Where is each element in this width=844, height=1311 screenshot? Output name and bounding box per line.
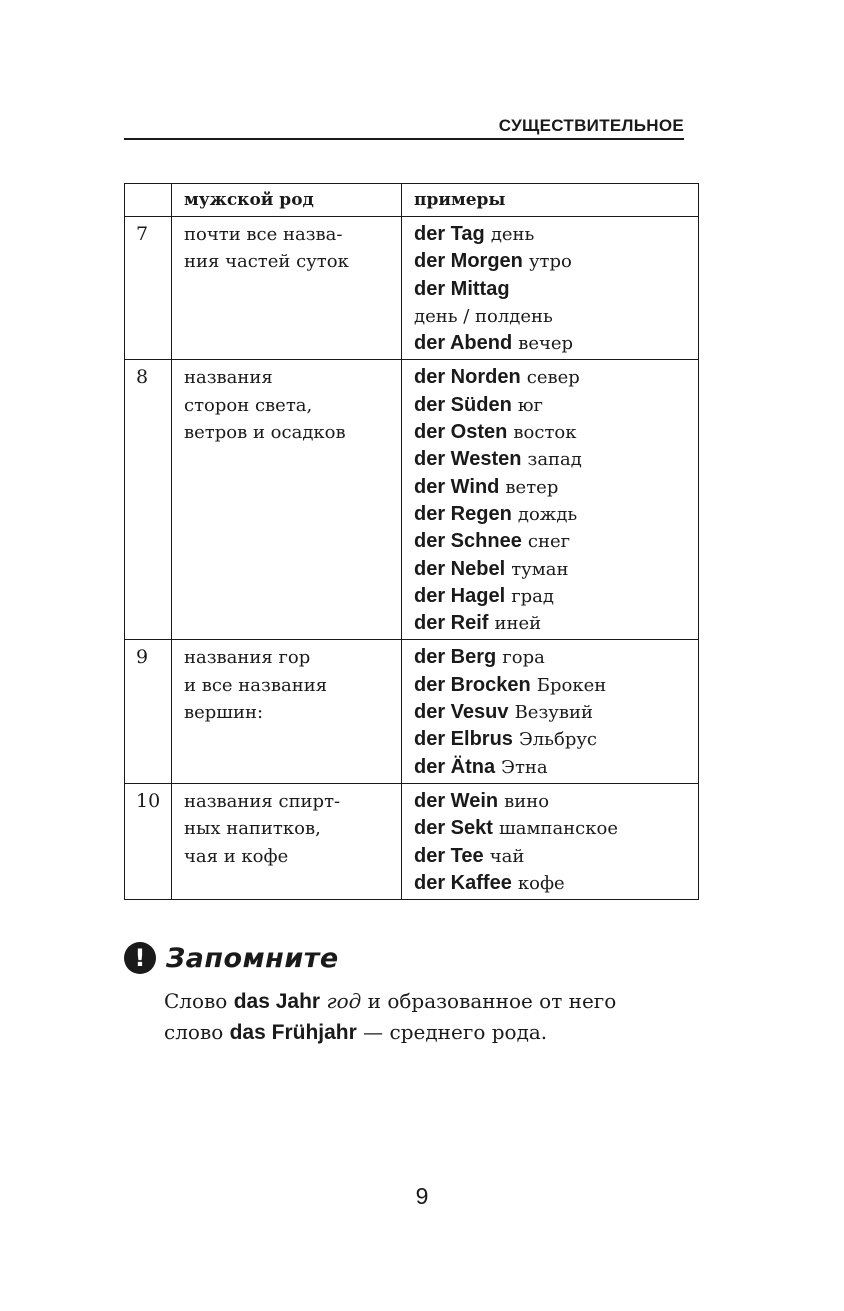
russian-translation: вечер xyxy=(518,333,574,355)
row-description xyxy=(172,783,402,899)
row-examples xyxy=(402,640,699,783)
example-line xyxy=(414,501,698,528)
german-word: der Nebel xyxy=(414,557,506,580)
german-word: der Elbrus xyxy=(414,728,513,751)
table-row xyxy=(125,783,699,899)
description-line: названия гор xyxy=(184,647,311,669)
example-line xyxy=(414,583,698,610)
example-line xyxy=(414,870,698,897)
german-word: der Vesuv xyxy=(414,701,509,724)
german-word: der Wind xyxy=(414,475,500,498)
remember-line-2: слово das Frühjahr — среднего рода. xyxy=(164,1020,548,1044)
description-line: сторон света, xyxy=(184,394,313,416)
example-line xyxy=(414,474,698,501)
description-line: ных напитков, xyxy=(184,818,321,840)
german-word: der Reif xyxy=(414,612,489,635)
exclamation-icon: ! xyxy=(124,942,156,974)
russian-translation: день xyxy=(490,224,535,245)
header-number xyxy=(125,184,172,217)
example-line xyxy=(414,248,698,275)
german-word: der Schnee xyxy=(414,530,522,553)
russian-translation: восток xyxy=(513,422,577,444)
russian-translation: снег xyxy=(527,531,571,553)
example-line xyxy=(414,276,698,303)
russian-translation: шампанское xyxy=(498,818,618,840)
example-line xyxy=(414,330,698,357)
example-line xyxy=(414,221,698,248)
remember-box xyxy=(124,938,704,1048)
row-examples xyxy=(402,783,699,899)
remember-title: Запомните xyxy=(166,942,339,974)
table-header-row xyxy=(125,184,699,217)
header-examples: примеры xyxy=(402,184,699,217)
example-line xyxy=(414,364,698,391)
russian-translation: Этна xyxy=(501,756,548,778)
russian-translation: чай xyxy=(489,845,525,867)
german-word: der Wein xyxy=(414,789,499,812)
russian-translation: утро xyxy=(528,251,572,273)
example-line xyxy=(414,556,698,583)
russian-translation: вино xyxy=(504,790,550,812)
example-line xyxy=(414,610,698,637)
description-line: и все названия xyxy=(184,674,328,696)
german-word: der Morgen xyxy=(414,250,523,273)
row-number: 10 xyxy=(125,783,172,899)
description-line: вершин: xyxy=(184,702,264,724)
remember-text xyxy=(164,986,704,1048)
russian-translation: гора xyxy=(502,647,545,669)
running-head: СУЩЕСТВИТЕЛЬНОЕ xyxy=(124,116,684,140)
table-row xyxy=(125,640,699,783)
example-line xyxy=(414,788,698,815)
description-line: ния частей суток xyxy=(184,251,349,273)
russian-translation: Эльбрус xyxy=(518,729,598,751)
example-line xyxy=(414,699,698,726)
russian-translation: запад xyxy=(527,449,582,471)
row-description xyxy=(172,640,402,783)
description-line: почти все назва- xyxy=(184,224,343,245)
example-line xyxy=(414,726,698,753)
german-word: der Ätna xyxy=(414,755,496,778)
example-line xyxy=(414,419,698,446)
row-number: 7 xyxy=(125,217,172,360)
description-line: чая и кофе xyxy=(184,845,289,867)
row-number: 8 xyxy=(125,360,172,640)
german-word: der Westen xyxy=(414,448,522,471)
table-row xyxy=(125,360,699,640)
russian-translation: дождь xyxy=(517,503,578,525)
german-word: der Hagel xyxy=(414,584,506,607)
example-line xyxy=(414,815,698,842)
german-word: der Kaffee xyxy=(414,871,512,894)
russian-translation: Везувий xyxy=(514,702,593,724)
example-line xyxy=(414,672,698,699)
remember-line-1: Слово das Jahr год и образованное от него xyxy=(164,989,617,1013)
row-description xyxy=(172,217,402,360)
russian-translation: север xyxy=(526,367,580,389)
example-line xyxy=(414,754,698,781)
table-row xyxy=(125,217,699,360)
example-line xyxy=(414,843,698,870)
german-word: der Brocken xyxy=(414,673,531,696)
row-examples xyxy=(402,217,699,360)
russian-translation: туман xyxy=(511,558,569,580)
german-word: der Regen xyxy=(414,502,512,525)
russian-translation: день / полдень xyxy=(414,305,553,327)
german-word: der Abend xyxy=(414,332,513,355)
description-line: названия xyxy=(184,367,273,389)
german-word: der Berg xyxy=(414,646,497,669)
description-line: названия спирт- xyxy=(184,790,341,812)
description-line: ветров и осадков xyxy=(184,422,346,444)
german-word: der Osten xyxy=(414,421,508,444)
gender-rules-table xyxy=(124,183,699,900)
german-word: der Tag xyxy=(414,223,485,245)
russian-translation: Брокен xyxy=(536,674,607,696)
row-examples xyxy=(402,360,699,640)
german-word: der Norden xyxy=(414,366,521,389)
russian-translation: иней xyxy=(494,613,542,635)
russian-translation: юг xyxy=(517,394,543,416)
header-masculine: мужской род xyxy=(172,184,402,217)
example-line xyxy=(414,303,698,330)
russian-translation: кофе xyxy=(517,872,565,894)
russian-translation: град xyxy=(511,585,554,607)
example-line xyxy=(414,644,698,671)
row-number: 9 xyxy=(125,640,172,783)
example-line xyxy=(414,392,698,419)
row-description xyxy=(172,360,402,640)
german-word: der Tee xyxy=(414,844,484,867)
german-word: der Süden xyxy=(414,393,512,416)
german-word: der Mittag xyxy=(414,277,510,300)
example-line xyxy=(414,446,698,473)
german-word: der Sekt xyxy=(414,817,493,840)
example-line xyxy=(414,528,698,555)
russian-translation: ветер xyxy=(505,476,559,498)
page-number: 9 xyxy=(415,1183,429,1209)
